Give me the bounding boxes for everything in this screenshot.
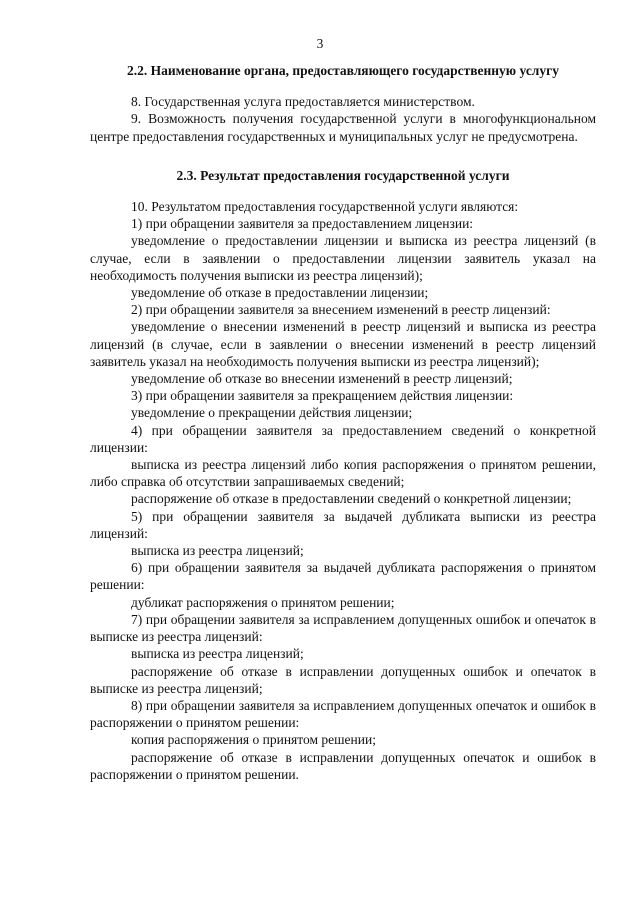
list-item-text: уведомление о внесении изменений в реестр лицензий и выписка из реестра лицензий (в случае, если в заявлении о внесении изменений в реестр лицензий заявитель указал на необходимость получения выписки из реестра лицензий);	[90, 319, 596, 369]
paragraph-9: 9. Возможность получения государственной услуги в многофункциональном центре предоставления государственных и муниципальных услуг не предусмотрена.	[90, 111, 596, 144]
list-item-7: 7) при обращении заявителя за исправлением допущенных ошибок и опечаток в выписке из реестра лицензий:	[90, 611, 596, 645]
list-item-8: 8) при обращении заявителя за исправлением допущенных опечаток и ошибок в распоряжении о принятом решении:	[90, 697, 596, 731]
list-item-text: распоряжение об отказе в предоставлении сведений о конкретной лицензии;	[131, 491, 572, 507]
list-item-text: выписка из реестра лицензий;	[131, 543, 304, 559]
list-item-text: распоряжение об отказе в исправлении допущенных опечаток и ошибок в распоряжении о принятом решении.	[90, 749, 596, 782]
list-item-text: уведомление о предоставлении лицензии и выписка из реестра лицензий (в случае, если в заявлении о предоставлении лицензии заявитель указал на необходимость получения выписки из реестра лицензий);	[90, 233, 596, 283]
document-body	[90, 62, 596, 783]
list-item-text: уведомление об отказе во внесении изменений в реестр лицензий;	[131, 371, 513, 387]
list-item-text: копия распоряжения о принятом решении;	[131, 732, 376, 748]
list-item-1: 1) при обращении заявителя за предоставлением лицензии:	[131, 216, 474, 232]
list-item-4: 4) при обращении заявителя за предоставлением сведений о конкретной лицензии:	[90, 422, 596, 455]
list-item-text: выписка из реестра лицензий либо копия распоряжения о принятом решении, либо справка об отсутствии запрашиваемых сведений;	[90, 457, 596, 490]
list-item-text: уведомление об отказе в предоставлении лицензии;	[131, 285, 429, 301]
list-item-5: 5) при обращении заявителя за выдачей дубликата выписки из реестра лицензий:	[90, 508, 596, 541]
paragraph-8: 8. Государственная услуга предоставляется министерством.	[131, 94, 475, 110]
list-item-text: выписка из реестра лицензий;	[131, 646, 304, 662]
paragraph-10: 10. Результатом предоставления государственной услуги являются:	[131, 199, 519, 215]
section-heading-2-3: 2.3. Результат предоставления государственной услуги	[176, 167, 510, 183]
list-item-6: 6) при обращении заявителя за выдачей дубликата распоряжения о принятом решении:	[90, 560, 596, 593]
list-item-3: 3) при обращении заявителя за прекращением действия лицензии:	[131, 388, 514, 404]
list-item-text: уведомление о прекращении действия лицензии;	[131, 405, 413, 421]
list-item-text: дубликат распоряжения о принятом решении;	[131, 594, 395, 610]
list-item-text: распоряжение об отказе в исправлении допущенных ошибок и опечаток в выписке из реестра лицензий;	[90, 663, 596, 696]
section-heading-2-2: 2.2. Наименование органа, предоставляющего государственную услугу	[126, 63, 560, 78]
list-item-2: 2) при обращении заявителя за внесением изменений в реестр лицензий:	[131, 302, 551, 318]
page-number: 3	[316, 36, 324, 51]
